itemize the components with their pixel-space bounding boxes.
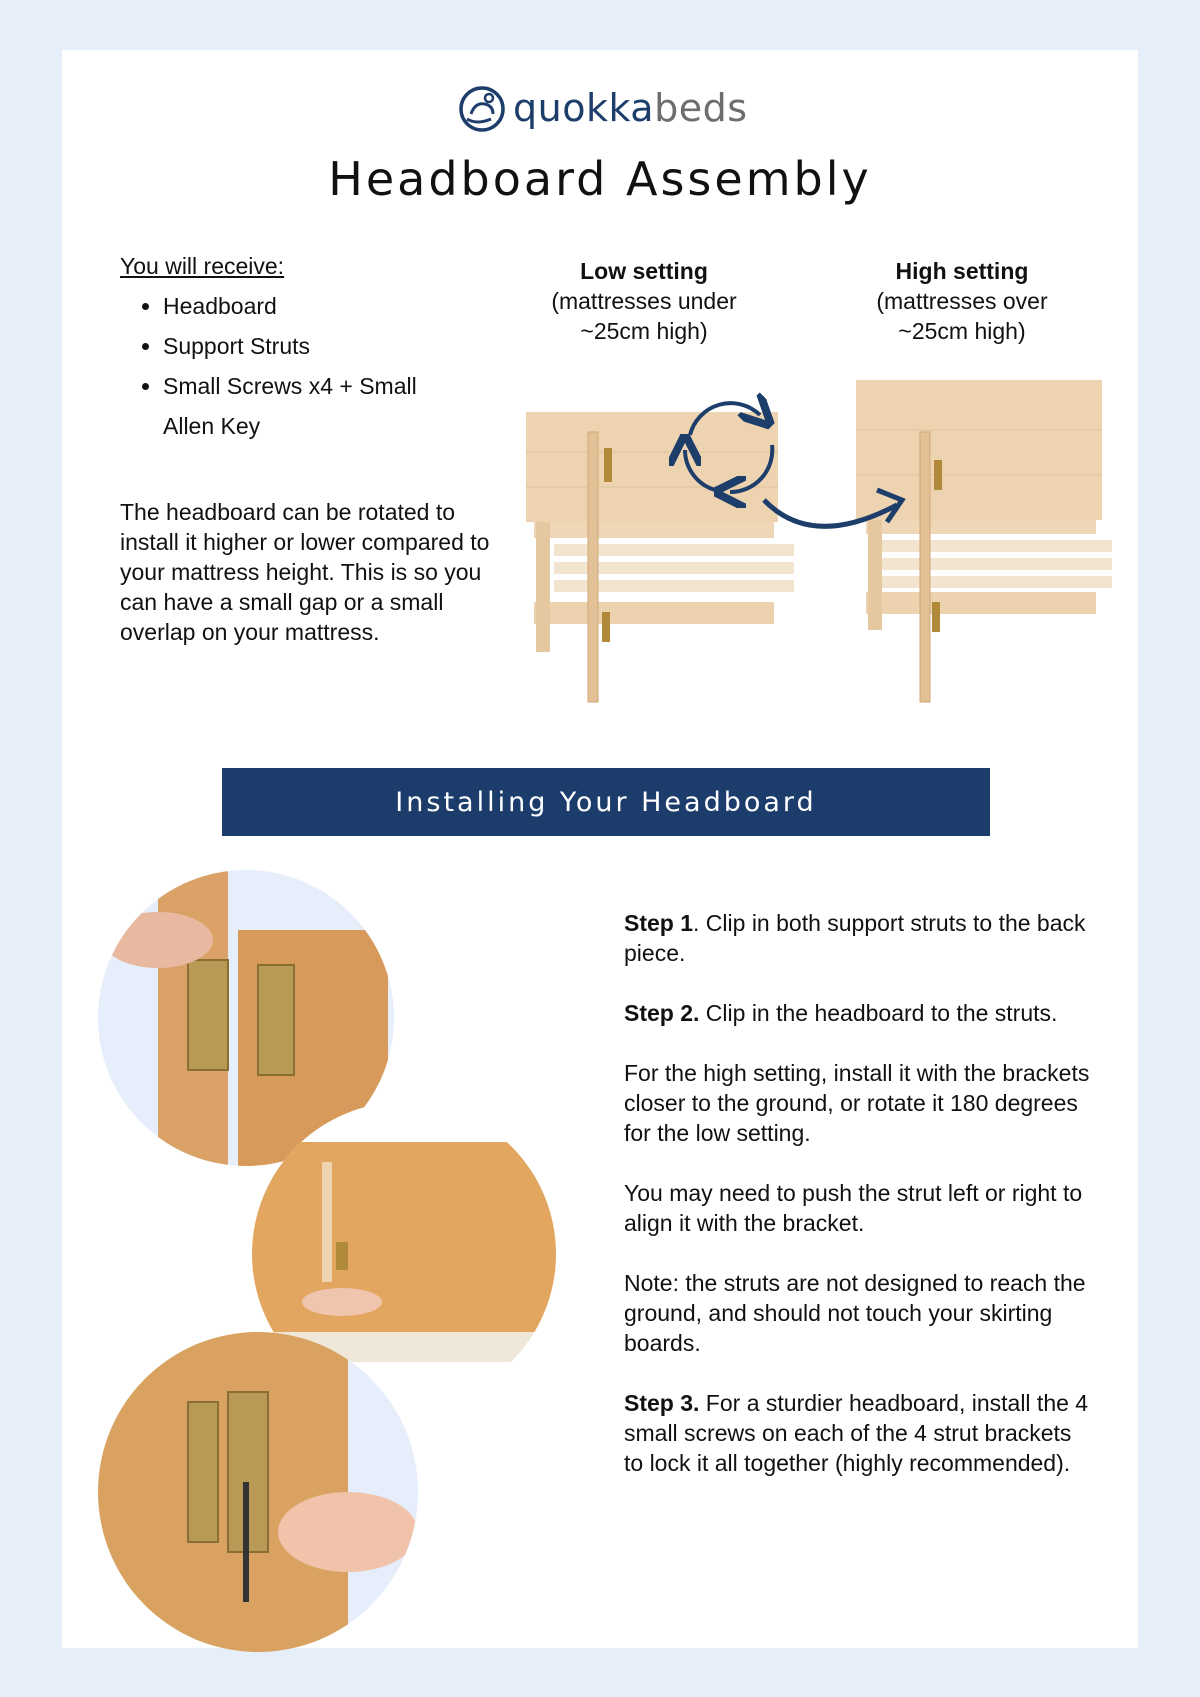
push-strut-note: You may need to push the strut left or right to align it with the bracket. xyxy=(624,1180,1083,1236)
receive-heading: You will receive: xyxy=(120,253,285,279)
receive-item: Small Screws x4 + Small Allen Key xyxy=(120,366,450,446)
low-setting-label: Low setting xyxy=(580,258,708,284)
step-3-text: For a sturdier headboard, install the 4 small screws on each of the 4 strut brackets to lock it all together (highly recommended). xyxy=(624,1390,1089,1476)
brand-logo xyxy=(455,80,748,136)
receive-item: Support Struts xyxy=(120,326,450,366)
high-setting-label: High setting xyxy=(895,258,1029,284)
brand-name-part2: beds xyxy=(654,86,748,130)
ground-note: Note: the struts are not designed to reach the ground, and should not touch your skirting boards. xyxy=(624,1270,1086,1356)
screw-install-photo xyxy=(98,1332,418,1652)
low-setting-caption xyxy=(524,256,764,346)
high-setting-caption xyxy=(852,256,1072,346)
receive-item: Headboard xyxy=(120,286,450,326)
step-1 xyxy=(624,908,1094,968)
step-2-text: Clip in the headboard to the struts. xyxy=(699,1000,1058,1026)
low-setting-desc: (mattresses under ~25cm high) xyxy=(551,288,737,344)
step-3-label: Step 3. xyxy=(624,1390,700,1416)
high-setting-desc: (mattresses over ~25cm high) xyxy=(876,288,1048,344)
steps-section xyxy=(624,908,1094,1508)
instruction-sheet xyxy=(62,50,1138,1648)
section-banner: Installing Your Headboard xyxy=(222,768,990,836)
quokka-logo-icon xyxy=(455,81,509,135)
brand-name-part1: quokka xyxy=(513,86,655,130)
receive-list xyxy=(120,286,450,446)
curved-arrow-icon xyxy=(752,460,932,580)
step-3 xyxy=(624,1388,1094,1478)
step-1-label: Step 1 xyxy=(624,910,694,936)
receive-list-section xyxy=(120,246,450,446)
high-setting-note: For the high setting, install it with the brackets closer to the ground, or rotate it 180 degrees for the low setting. xyxy=(624,1060,1090,1146)
step-2-label: Step 2. xyxy=(624,1000,700,1026)
brand-name xyxy=(513,86,748,130)
page-title: Headboard Assembly xyxy=(328,152,872,206)
intro-paragraph: The headboard can be rotated to install it higher or lower compared to your mattress height. This is so you can have a small gap or a small overlap on your mattress. xyxy=(120,499,490,645)
step-2 xyxy=(624,998,1094,1028)
step-1-text: . Clip in both support struts to the back piece. xyxy=(624,910,1086,966)
